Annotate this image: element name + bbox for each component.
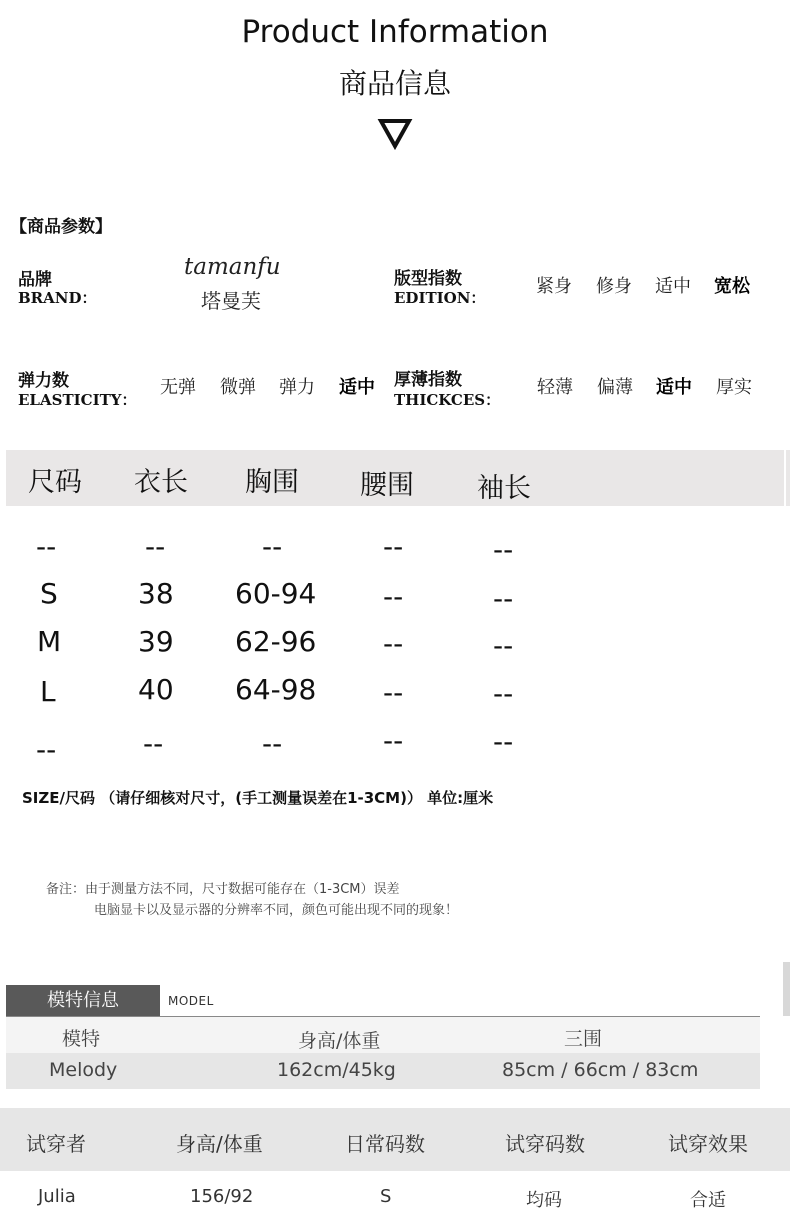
fit-cell: 合适 <box>690 1190 726 1211</box>
remark-line-1: 备注：由于测量方法不同，尺寸数据可能存在（1-3CM）误差 <box>46 882 400 897</box>
model-col-header: 模特 <box>62 1028 101 1050</box>
fit-col-header: 身高/体重 <box>176 1132 263 1156</box>
fit-col-header: 试穿效果 <box>668 1132 748 1156</box>
fit-col-header: 日常码数 <box>345 1132 425 1156</box>
params-section-label: 【商品参数】 <box>10 217 112 237</box>
thickness-option-selected: 适中 <box>656 377 692 398</box>
size-cell: -- <box>493 677 514 710</box>
size-cell: -- <box>145 530 166 563</box>
page-title-en: Product Information <box>241 14 549 50</box>
elasticity-label-cn: 弹力数 <box>18 371 69 391</box>
size-cell: -- <box>383 627 404 660</box>
edition-label-cn: 版型指数 <box>394 269 462 289</box>
brand-label-en: BRAND： <box>18 289 97 307</box>
brand-script-logo: tamanfu <box>184 254 281 280</box>
fit-cell: S <box>380 1186 392 1207</box>
size-cell: -- <box>493 725 514 758</box>
thickness-option: 轻薄 <box>537 377 573 398</box>
size-cell: -- <box>383 530 404 563</box>
size-cell: -- <box>493 582 514 615</box>
size-cell: 62-96 <box>235 625 317 658</box>
fit-cell: Julia <box>38 1186 76 1207</box>
fit-cell: 156/92 <box>190 1186 254 1207</box>
model-side-bar <box>783 962 790 1016</box>
thickness-label-cn: 厚薄指数 <box>394 370 462 390</box>
elasticity-option-selected: 适中 <box>339 377 375 398</box>
edition-label-en: EDITION： <box>394 289 486 307</box>
size-cell: -- <box>493 533 514 566</box>
size-cell: L <box>40 675 56 708</box>
size-cell: -- <box>143 727 164 760</box>
size-cell: -- <box>383 724 404 757</box>
size-col-header: 袖长 <box>477 473 531 504</box>
model-cell: 162cm/45kg <box>277 1059 396 1081</box>
elasticity-option: 微弹 <box>220 377 256 398</box>
model-info-tag: 模特信息 <box>6 985 160 1016</box>
size-note: SIZE/尺码 （请仔细核对尺寸，(手工测量误差在1-3CM)） 单位:厘米 <box>22 789 494 807</box>
elasticity-option: 无弹 <box>160 377 196 398</box>
size-cell: M <box>37 625 62 658</box>
edition-option: 紧身 <box>536 276 572 297</box>
size-cell: -- <box>262 530 283 563</box>
size-table-header-edge <box>786 450 790 506</box>
model-col-header: 身高/体重 <box>298 1030 381 1052</box>
model-cell: Melody <box>49 1059 118 1081</box>
size-cell: -- <box>383 676 404 709</box>
thickness-label-en: THICKCES： <box>394 391 501 409</box>
remark-line-2: 电脑显卡以及显示器的分辨率不同，颜色可能出现不同的现象！ <box>94 903 459 918</box>
size-cell: -- <box>262 727 283 760</box>
down-triangle-icon <box>378 118 412 150</box>
size-cell: 60-94 <box>235 577 317 610</box>
fit-col-header: 试穿者 <box>26 1132 86 1156</box>
edition-option: 修身 <box>596 276 632 297</box>
thickness-option: 厚实 <box>716 377 752 398</box>
edition-option: 适中 <box>655 276 691 297</box>
thickness-option: 偏薄 <box>597 377 633 398</box>
size-col-header: 胸围 <box>245 467 299 498</box>
size-col-header: 尺码 <box>28 467 82 498</box>
model-header-row <box>6 1017 760 1053</box>
size-col-header: 衣长 <box>134 467 188 498</box>
size-cell: -- <box>383 580 404 613</box>
model-cell: 85cm / 66cm / 83cm <box>502 1059 699 1081</box>
size-cell: 40 <box>138 673 174 706</box>
size-cell: S <box>40 577 58 610</box>
brand-label-cn: 品牌 <box>18 270 52 290</box>
size-cell: 38 <box>138 577 174 610</box>
size-cell: -- <box>493 629 514 662</box>
model-info-tag-en: MODEL <box>168 994 214 1008</box>
size-cell: -- <box>36 530 57 563</box>
model-col-header: 三围 <box>564 1028 603 1050</box>
size-cell: 39 <box>138 625 174 658</box>
size-cell: 64-98 <box>235 673 317 706</box>
brand-name-cn: 塔曼芙 <box>201 289 261 313</box>
edition-option-selected: 宽松 <box>714 276 750 297</box>
fit-col-header: 试穿码数 <box>505 1132 585 1156</box>
elasticity-option: 弹力 <box>279 377 315 398</box>
page-title-cn: 商品信息 <box>338 67 451 100</box>
size-col-header: 腰围 <box>360 470 414 501</box>
elasticity-label-en: ELASTICITY： <box>18 391 137 409</box>
size-cell: -- <box>36 733 57 766</box>
fit-cell: 均码 <box>526 1190 562 1211</box>
